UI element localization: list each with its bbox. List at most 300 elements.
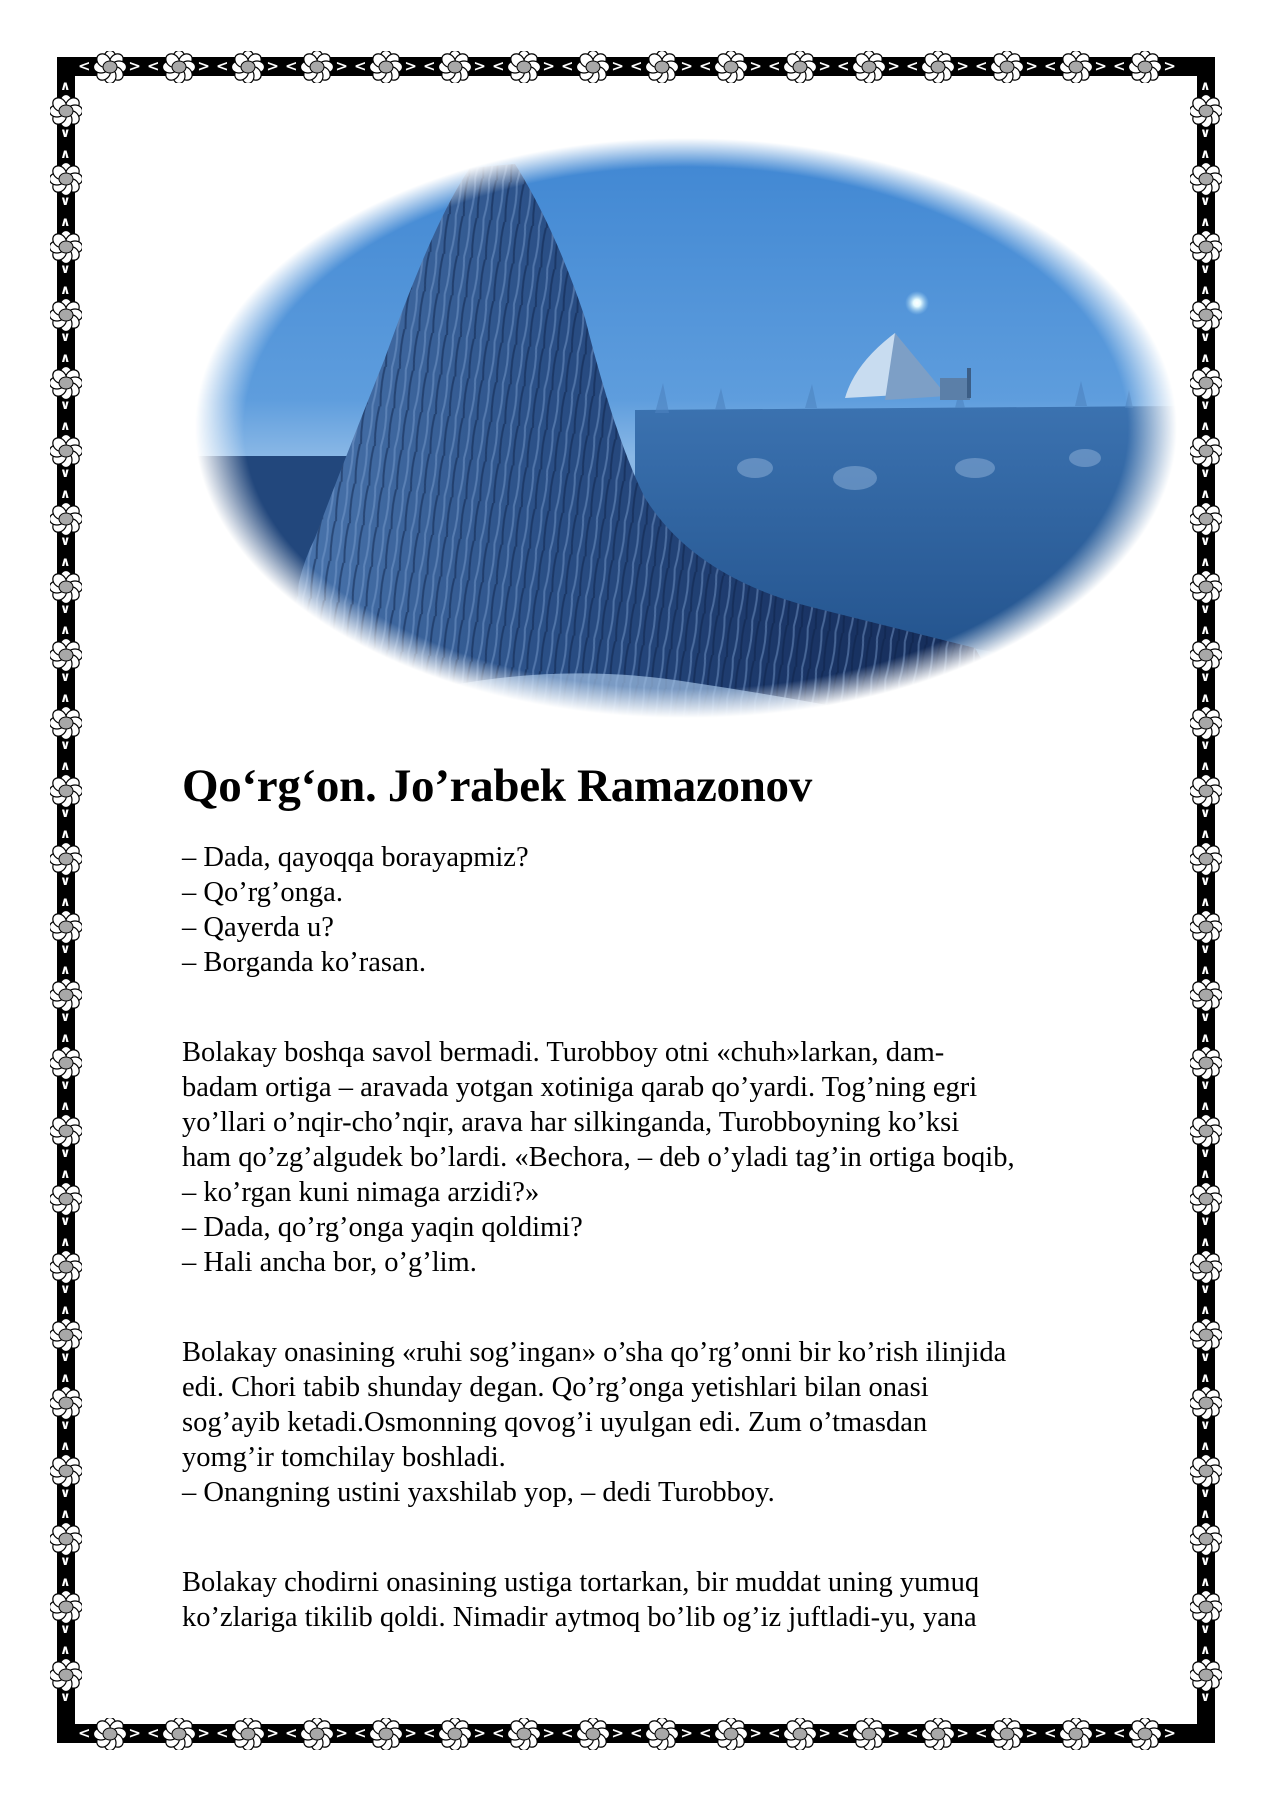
text-line: Bolakay chodirni onasining ustiga tortarkan, bir muddat uning yumuq [182,1567,980,1598]
border-tile [1197,892,1215,960]
flower-rosette-icon [370,1718,402,1750]
arrow-left-icon: < [1044,57,1057,75]
border-tile [1197,620,1215,688]
border-tile [282,57,351,76]
flower-rosette-icon [50,1047,82,1079]
border-tile [972,57,1041,76]
flower-rosette-icon [232,1718,264,1750]
border-tile [57,688,75,756]
arrow-right-icon: > [818,57,831,75]
arrow-left-icon: < [216,57,229,75]
border-tile [57,1164,75,1232]
arrow-up-icon: ∧ [1200,1371,1211,1386]
arrow-left-icon: < [423,57,436,75]
arrow-up-icon: ∧ [60,283,71,298]
flower-rosette-icon [784,1718,816,1750]
arrow-down-icon: ∨ [1200,1622,1211,1637]
arrow-up-icon: ∧ [1200,1167,1211,1182]
arrow-up-icon: ∧ [1200,827,1211,842]
arrow-right-icon: > [1094,57,1107,75]
flower-rosette-icon [50,1387,82,1419]
arrow-down-icon: ∨ [60,194,71,209]
flower-rosette-icon [1190,231,1222,263]
arrow-down-icon: ∨ [60,534,71,549]
border-tile [903,1724,972,1743]
arrow-up-icon: ∧ [1200,215,1211,230]
border-tile [1197,416,1215,484]
arrow-right-icon: > [197,1724,210,1742]
border-tile [1197,824,1215,892]
arrow-left-icon: < [285,57,298,75]
flower-rosette-icon [1190,571,1222,603]
border-tile [351,1724,420,1743]
flower-rosette-icon [94,1718,126,1750]
arrow-up-icon: ∧ [60,79,71,94]
border-tile [1197,1028,1215,1096]
flower-rosette-icon [439,1718,471,1750]
border-tile [558,57,627,76]
flower-rosette-icon [1190,1659,1222,1691]
arrow-up-icon: ∧ [60,1031,71,1046]
text-line: ko’zlariga tikilib qoldi. Nimadir aytmoq bo’lib og’iz juftladi-yu, yana [182,1602,977,1633]
arrow-down-icon: ∨ [60,738,71,753]
arrow-up-icon: ∧ [1200,1235,1211,1250]
arrow-up-icon: ∧ [1200,147,1211,162]
arrow-down-icon: ∨ [1200,126,1211,141]
border-tile [972,1724,1041,1743]
border-tiles-left [57,76,75,1708]
flower-rosette-icon [1129,1718,1161,1750]
border-tile [1197,1232,1215,1300]
border-tile [1197,960,1215,1028]
border-tile [1197,1572,1215,1640]
arrow-left-icon: < [975,1724,988,1742]
border-tile [57,1300,75,1368]
flower-rosette-icon [301,51,333,83]
arrow-left-icon: < [78,1724,91,1742]
arrow-up-icon: ∧ [60,759,71,774]
border-tile [57,756,75,824]
flower-rosette-icon [1190,1387,1222,1419]
flower-rosette-icon [50,367,82,399]
border-tile [1197,1164,1215,1232]
border-tile [765,57,834,76]
flower-rosette-icon [577,1718,609,1750]
arrow-down-icon: ∨ [1200,1282,1211,1297]
arrow-down-icon: ∨ [1200,1146,1211,1161]
arrow-right-icon: > [542,57,555,75]
arrow-up-icon: ∧ [60,351,71,366]
arrow-down-icon: ∨ [1200,1214,1211,1229]
border-tile [1197,1504,1215,1572]
arrow-down-icon: ∨ [60,1282,71,1297]
landscape-mound-image [195,138,1177,718]
arrow-right-icon: > [266,1724,279,1742]
arrow-up-icon: ∧ [1200,1507,1211,1522]
arrow-up-icon: ∧ [60,1575,71,1590]
arrow-right-icon: > [128,1724,141,1742]
arrow-up-icon: ∧ [1200,759,1211,774]
border-tile [420,1724,489,1743]
arrow-left-icon: < [216,1724,229,1742]
arrow-left-icon: < [492,57,505,75]
border-tile [1197,484,1215,552]
flower-rosette-icon [853,1718,885,1750]
arrow-left-icon: < [630,1724,643,1742]
flower-rosette-icon [1190,299,1222,331]
flower-rosette-icon [1190,911,1222,943]
border-tile [1041,1724,1110,1743]
flower-rosette-icon [577,51,609,83]
border-tile [57,416,75,484]
flower-rosette-icon [1190,1047,1222,1079]
flower-rosette-icon [50,435,82,467]
flower-rosette-icon [50,95,82,127]
text-line: – Hali ancha bor, o’g’lim. [182,1247,477,1278]
border-tile [75,57,144,76]
arrow-down-icon: ∨ [60,1486,71,1501]
flower-rosette-icon [1190,707,1222,739]
flower-rosette-icon [50,1591,82,1623]
border-tile [57,280,75,348]
border-tile [1197,1368,1215,1436]
arrow-up-icon: ∧ [1200,1643,1211,1658]
arrow-down-icon: ∨ [60,262,71,277]
arrow-up-icon: ∧ [60,691,71,706]
arrow-down-icon: ∨ [1200,1554,1211,1569]
arrow-up-icon: ∧ [60,215,71,230]
flower-rosette-icon [1190,1319,1222,1351]
arrow-up-icon: ∧ [1200,1439,1211,1454]
text-line: yo’llari o’nqir-cho’nqir, arava har silkinganda, Turobboyning ko’ksi [182,1107,960,1138]
flower-rosette-icon [50,231,82,263]
text-line: Bolakay boshqa savol bermadi. Turobboy otni «chuh»larkan, dam- [182,1037,945,1068]
flower-rosette-icon [301,1718,333,1750]
flower-rosette-icon [1190,503,1222,535]
flower-rosette-icon [50,1183,82,1215]
flower-rosette-icon [370,51,402,83]
border-tile [57,484,75,552]
arrow-right-icon: > [611,1724,624,1742]
flower-rosette-icon [439,51,471,83]
border-tile [1197,348,1215,416]
flower-rosette-icon [1190,367,1222,399]
arrow-down-icon: ∨ [60,1622,71,1637]
arrow-left-icon: < [147,57,160,75]
flower-rosette-icon [50,1319,82,1351]
arrow-down-icon: ∨ [60,466,71,481]
text-line: – Dada, qo’rg’onga yaqin qoldimi? [182,1212,583,1243]
flower-rosette-icon [1060,1718,1092,1750]
arrow-left-icon: < [1044,1724,1057,1742]
flower-rosette-icon [508,51,540,83]
border-tile [1197,212,1215,280]
border-tile [627,1724,696,1743]
arrow-down-icon: ∨ [1200,194,1211,209]
text-line: – ko’rgan kuni nimaga arzidi?» [182,1177,540,1208]
arrow-right-icon: > [956,1724,969,1742]
flower-rosette-icon [1190,1115,1222,1147]
border-tile [57,144,75,212]
flower-rosette-icon [50,707,82,739]
flower-rosette-icon [1190,979,1222,1011]
flower-rosette-icon [1190,1183,1222,1215]
border-tile [489,57,558,76]
arrow-up-icon: ∧ [60,487,71,502]
arrow-down-icon: ∨ [60,1078,71,1093]
arrow-left-icon: < [1113,57,1126,75]
flower-rosette-icon [50,979,82,1011]
arrow-up-icon: ∧ [1200,79,1211,94]
border-tile [420,57,489,76]
flower-rosette-icon [1190,843,1222,875]
border-tile [57,76,75,144]
border-tile [57,1436,75,1504]
arrow-left-icon: < [423,1724,436,1742]
flower-rosette-icon [508,1718,540,1750]
border-tile [57,1572,75,1640]
arrow-left-icon: < [768,1724,781,1742]
arrow-right-icon: > [1163,1724,1176,1742]
arrow-right-icon: > [473,1724,486,1742]
border-tile [834,57,903,76]
arrow-down-icon: ∨ [1200,1690,1211,1705]
arrow-down-icon: ∨ [1200,330,1211,345]
paragraph-4 [182,1565,979,1635]
flower-rosette-icon [1190,163,1222,195]
flower-rosette-icon [50,843,82,875]
arrow-down-icon: ∨ [60,942,71,957]
flower-rosette-icon [991,1718,1023,1750]
flower-rosette-icon [50,1251,82,1283]
arrow-right-icon: > [404,57,417,75]
text-line: – Onangning ustini yaxshilab yop, – dedi Turobboy. [182,1477,775,1508]
border-tile [903,57,972,76]
text-line: – Qo’rg’onga. [182,877,343,908]
arrow-right-icon: > [128,57,141,75]
arrow-up-icon: ∧ [60,1167,71,1182]
border-tile [57,620,75,688]
flower-rosette-icon [1129,51,1161,83]
arrow-up-icon: ∧ [1200,623,1211,638]
border-tile [57,1028,75,1096]
arrow-right-icon: > [404,1724,417,1742]
flower-rosette-icon [50,1115,82,1147]
border-tile [75,1724,144,1743]
arrow-down-icon: ∨ [1200,398,1211,413]
text-line: – Borganda ko’rasan. [182,947,427,978]
flower-rosette-icon [50,299,82,331]
arrow-down-icon: ∨ [1200,806,1211,821]
text-line: ham qo’zg’algudek bo’lardi. «Bechora, – deb o’yladi tag’in ortiga boqib, [182,1142,1015,1173]
arrow-down-icon: ∨ [1200,670,1211,685]
text-line: edi. Chori tabib shunday degan. Qo’rg’onga yetishlari bilan onasi [182,1372,929,1403]
arrow-up-icon: ∧ [60,1099,71,1114]
border-tile [1197,756,1215,824]
flower-rosette-icon [50,1455,82,1487]
paragraph-dialogue-1 [182,840,529,980]
arrow-up-icon: ∧ [1200,351,1211,366]
flower-rosette-icon [646,1718,678,1750]
arrow-up-icon: ∧ [1200,283,1211,298]
flower-rosette-icon [715,1718,747,1750]
arrow-right-icon: > [887,57,900,75]
flower-rosette-icon [715,51,747,83]
arrow-left-icon: < [630,57,643,75]
border-tile [57,348,75,416]
arrow-down-icon: ∨ [60,1350,71,1365]
flower-rosette-icon [50,503,82,535]
arrow-down-icon: ∨ [1200,738,1211,753]
flower-rosette-icon [1190,1591,1222,1623]
arrow-right-icon: > [680,1724,693,1742]
arrow-up-icon: ∧ [1200,691,1211,706]
paragraph-3 [182,1335,1006,1510]
arrow-up-icon: ∧ [1200,963,1211,978]
arrow-down-icon: ∨ [1200,874,1211,889]
arrow-down-icon: ∨ [1200,1078,1211,1093]
arrow-up-icon: ∧ [60,147,71,162]
border-tiles-top [75,57,1179,76]
arrow-right-icon: > [887,1724,900,1742]
arrow-right-icon: > [749,57,762,75]
arrow-right-icon: > [542,1724,555,1742]
arrow-up-icon: ∧ [60,827,71,842]
border-tile [213,57,282,76]
border-tile [57,1640,75,1708]
arrow-left-icon: < [699,57,712,75]
border-tiles-bottom [75,1724,1179,1743]
border-tile [57,212,75,280]
border-tile [1197,1300,1215,1368]
arrow-down-icon: ∨ [60,806,71,821]
arrow-left-icon: < [906,1724,919,1742]
border-tile [1197,280,1215,348]
arrow-down-icon: ∨ [1200,534,1211,549]
arrow-up-icon: ∧ [1200,1575,1211,1590]
flower-rosette-icon [1190,1251,1222,1283]
border-tile [1197,1096,1215,1164]
arrow-down-icon: ∨ [1200,1418,1211,1433]
flower-rosette-icon [50,775,82,807]
arrow-right-icon: > [266,57,279,75]
flower-rosette-icon [853,51,885,83]
border-tile [1197,1640,1215,1708]
arrow-down-icon: ∨ [1200,942,1211,957]
border-tile [627,57,696,76]
arrow-up-icon: ∧ [60,963,71,978]
flower-rosette-icon [991,51,1023,83]
border-tile [696,57,765,76]
arrow-left-icon: < [561,57,574,75]
arrow-right-icon: > [1025,57,1038,75]
flower-rosette-icon [50,639,82,671]
arrow-up-icon: ∧ [60,623,71,638]
arrow-right-icon: > [956,57,969,75]
page-title: Qo‘rg‘on. Jo’rabek Ramazonov [182,760,812,812]
arrow-down-icon: ∨ [60,602,71,617]
arrow-down-icon: ∨ [1200,1486,1211,1501]
arrow-up-icon: ∧ [60,1371,71,1386]
flower-rosette-icon [1190,1455,1222,1487]
flower-rosette-icon [1190,435,1222,467]
border-tile [489,1724,558,1743]
flower-rosette-icon [94,51,126,83]
arrow-up-icon: ∧ [1200,895,1211,910]
border-tile [1197,552,1215,620]
arrow-up-icon: ∧ [1200,419,1211,434]
arrow-down-icon: ∨ [60,330,71,345]
border-tile [1197,1436,1215,1504]
arrow-right-icon: > [335,57,348,75]
flower-rosette-icon [1190,639,1222,671]
arrow-right-icon: > [749,1724,762,1742]
arrow-right-icon: > [818,1724,831,1742]
arrow-left-icon: < [906,57,919,75]
arrow-down-icon: ∨ [60,398,71,413]
arrow-left-icon: < [699,1724,712,1742]
flower-rosette-icon [163,51,195,83]
arrow-up-icon: ∧ [1200,1303,1211,1318]
border-tile [351,57,420,76]
flower-rosette-icon [1190,775,1222,807]
text-line: – Dada, qayoqqa borayapmiz? [182,842,529,873]
border-tile [57,960,75,1028]
arrow-up-icon: ∧ [60,555,71,570]
border-tile [834,1724,903,1743]
flower-rosette-icon [922,1718,954,1750]
arrow-right-icon: > [611,57,624,75]
flower-rosette-icon [50,571,82,603]
flower-rosette-icon [50,1523,82,1555]
arrow-left-icon: < [354,57,367,75]
border-tile [1197,688,1215,756]
arrow-up-icon: ∧ [1200,1031,1211,1046]
arrow-up-icon: ∧ [1200,1099,1211,1114]
arrow-up-icon: ∧ [60,895,71,910]
arrow-up-icon: ∧ [1200,487,1211,502]
arrow-left-icon: < [492,1724,505,1742]
border-tile [1110,1724,1179,1743]
border-tile [696,1724,765,1743]
flower-rosette-icon [232,51,264,83]
arrow-right-icon: > [473,57,486,75]
arrow-left-icon: < [837,57,850,75]
arrow-down-icon: ∨ [1200,1010,1211,1025]
arrow-right-icon: > [1163,57,1176,75]
border-tiles-right [1197,76,1215,1708]
border-tile [144,1724,213,1743]
border-tile [57,552,75,620]
arrow-down-icon: ∨ [60,1010,71,1025]
arrow-right-icon: > [1094,1724,1107,1742]
arrow-down-icon: ∨ [1200,602,1211,617]
flower-rosette-icon [50,163,82,195]
border-tile [558,1724,627,1743]
flower-rosette-icon [1190,1523,1222,1555]
arrow-down-icon: ∨ [1200,262,1211,277]
arrow-down-icon: ∨ [60,1146,71,1161]
arrow-left-icon: < [837,1724,850,1742]
arrow-left-icon: < [354,1724,367,1742]
border-tile [282,1724,351,1743]
arrow-up-icon: ∧ [60,419,71,434]
flower-rosette-icon [50,1659,82,1691]
border-tile [1197,144,1215,212]
border-tile [1110,57,1179,76]
arrow-up-icon: ∧ [60,1643,71,1658]
arrow-left-icon: < [78,57,91,75]
